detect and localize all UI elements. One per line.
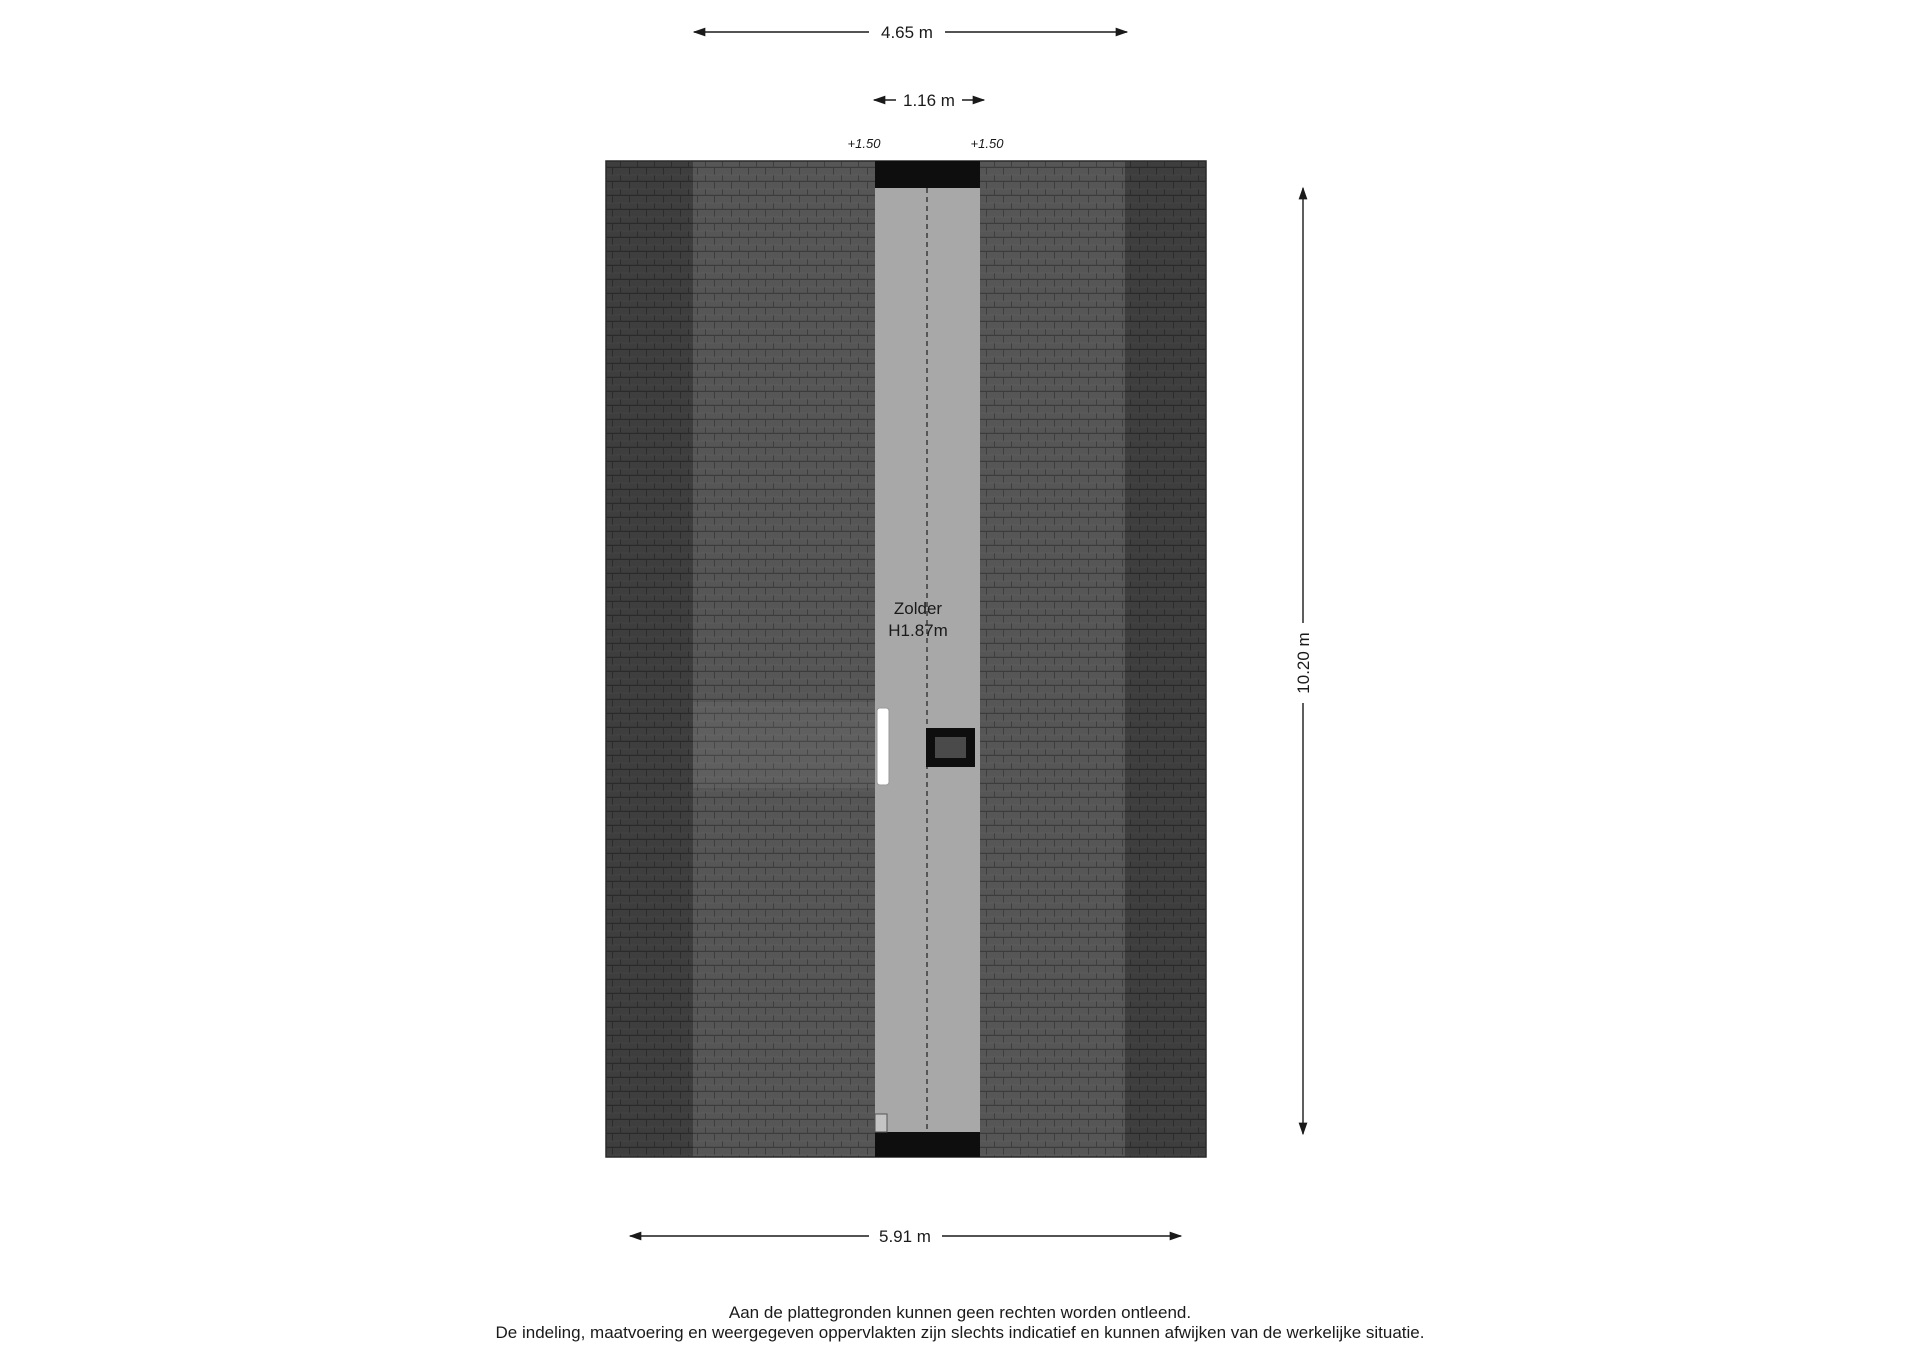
dimension-bottom-label: 5.91 m <box>879 1227 931 1246</box>
disclaimer-line-2: De indeling, maatvoering en weergegeven oppervlakten zijn slechts indicatief en kunnen afwijken van de werkelijke situatie. <box>495 1323 1425 1342</box>
wall-bottom <box>875 1132 980 1157</box>
dimension-right <box>1294 188 1313 1134</box>
chimney <box>926 728 975 767</box>
disclaimer-line-1: Aan de plattegronden kunnen geen rechten worden ontleend. <box>728 1303 1192 1322</box>
elevation-right: +1.50 <box>970 136 1004 151</box>
elevation-left: +1.50 <box>847 136 881 151</box>
room-height: H1.87m <box>888 621 948 640</box>
dimension-top-outer <box>694 23 1127 42</box>
disclaimer <box>0 1303 1920 1343</box>
wall-top <box>875 161 980 188</box>
dimension-top-inner <box>874 91 984 110</box>
floor-step <box>875 1114 887 1132</box>
attic-floor <box>875 161 980 1157</box>
dimension-right-label: 10.20 m <box>1294 632 1313 694</box>
room-name: Zolder <box>893 599 943 618</box>
dimension-bottom <box>630 1227 1181 1246</box>
dimension-top-inner-label: 1.16 m <box>903 91 955 110</box>
dimension-top-outer-label: 4.65 m <box>881 23 933 42</box>
roof-window <box>877 708 889 785</box>
